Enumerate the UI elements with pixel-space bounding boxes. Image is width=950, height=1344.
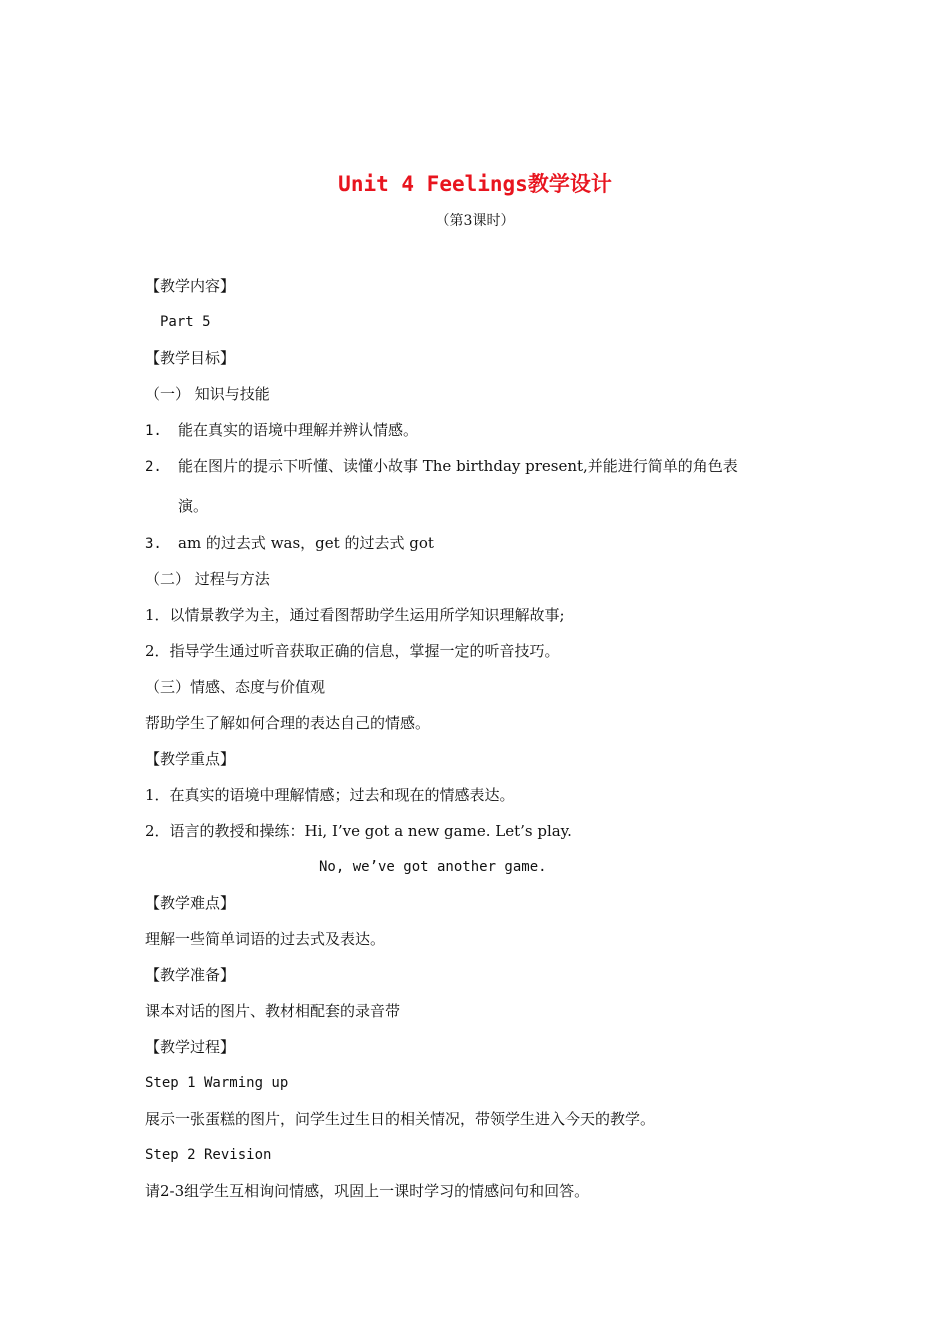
item-number: 1. bbox=[145, 423, 162, 439]
item-number: 3. bbox=[145, 536, 162, 552]
difficulty-heading: 【教学难点】 bbox=[145, 894, 236, 912]
content-text: Part 5 bbox=[160, 314, 211, 330]
step-label: Step 1 Warming up bbox=[145, 1075, 289, 1091]
goals-heading: 【教学目标】 bbox=[145, 349, 236, 367]
goals-1-heading: （一） 知识与技能 bbox=[145, 385, 270, 403]
item-text: am 的过去式 was，get 的过去式 got bbox=[178, 534, 434, 552]
content-heading: 【教学内容】 bbox=[145, 277, 236, 295]
item-text: 能在图片的提示下听懂、读懂小故事 The birthday present,并能进行简单的角色表 bbox=[178, 457, 738, 475]
key-item-continuation: No, we’ve got another game. bbox=[319, 859, 547, 875]
document-subtitle: （第3课时） bbox=[435, 213, 515, 229]
goals-1-item bbox=[145, 420, 418, 441]
step-text: 展示一张蛋糕的图片，问学生过生日的相关情况，带领学生进入今天的教学。 bbox=[145, 1110, 656, 1128]
difficulty-text: 理解一些简单词语的过去式及表达。 bbox=[145, 930, 386, 948]
item-text: 能在真实的语境中理解并辨认情感。 bbox=[178, 421, 419, 439]
prep-heading: 【教学准备】 bbox=[145, 966, 236, 984]
goals-1-item bbox=[145, 533, 434, 554]
key-item: 1．在真实的语境中理解情感；过去和现在的情感表达。 bbox=[145, 786, 515, 804]
goals-1-item bbox=[145, 456, 738, 477]
step-label: Step 2 Revision bbox=[145, 1147, 272, 1163]
goals-2-item: 2．指导学生通过听音获取正确的信息，掌握一定的听音技巧。 bbox=[145, 642, 560, 660]
key-item: 2．语言的教授和操练：Hi, I’ve got a new game. Let’s play. bbox=[145, 822, 572, 840]
item-number: 2. bbox=[145, 459, 162, 475]
goals-2-heading: （二） 过程与方法 bbox=[145, 570, 270, 588]
key-heading: 【教学重点】 bbox=[145, 750, 236, 768]
goals-3-text: 帮助学生了解如何合理的表达自己的情感。 bbox=[145, 714, 431, 732]
document-title: Unit 4 Feelings教学设计 bbox=[338, 172, 612, 196]
goals-2-item: 1．以情景教学为主，通过看图帮助学生运用所学知识理解故事; bbox=[145, 606, 565, 624]
process-heading: 【教学过程】 bbox=[145, 1038, 236, 1056]
goals-1-item-continuation: 演。 bbox=[178, 497, 209, 515]
prep-text: 课本对话的图片、教材相配套的录音带 bbox=[145, 1002, 401, 1020]
goals-3-heading: （三）情感、态度与价值观 bbox=[145, 678, 326, 696]
step-text: 请2-3组学生互相询问情感，巩固上一课时学习的情感问句和回答。 bbox=[145, 1182, 590, 1200]
